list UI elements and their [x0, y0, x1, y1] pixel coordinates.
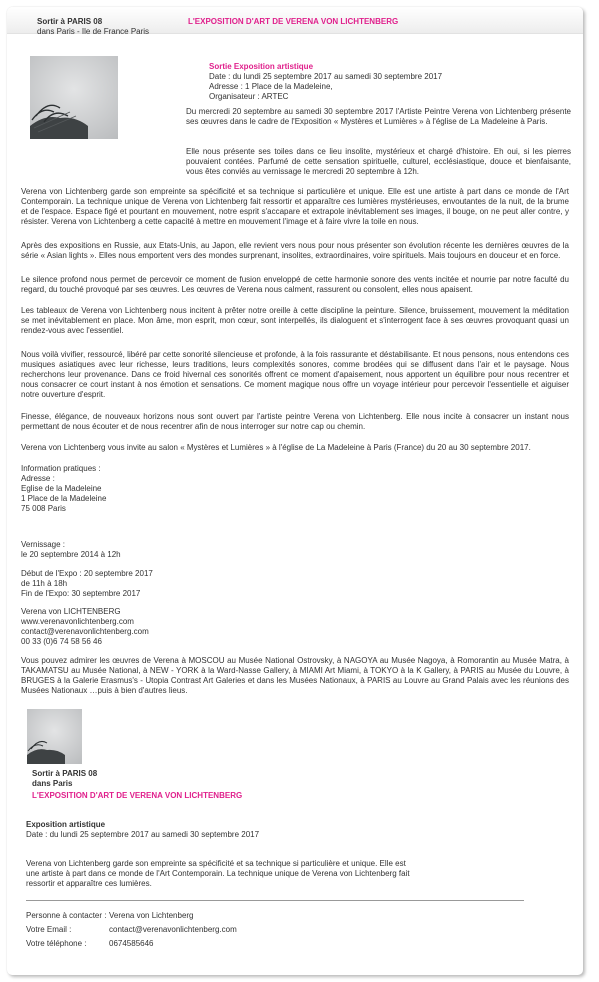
summary-text-line: ressortir et apparaître ces lumières.	[26, 879, 152, 888]
body-paragraph: Verena von Lichtenberg garde son empreinte sa spécificité et sa technique si particulière et unique. Elle est une artiste à part dans ce monde de l'Art Contemporain. La technique unique de Verena von Lichtenberg fait ressortir et apparaître ces lumières mystérieuses, envoutantes de la nuit, de la brume et de l'espace. Espace figé et pourtant en mouvement, notre esprit s'accapare et extrapole inévitablement ses images, il bouge, on ne peut aller contre, y résister. Verena von Lichtenberg a cette capacité à mettre en mouvement l'image et à faire vivre la toile en nous.	[21, 187, 569, 226]
body-paragraph: Verena von Lichtenberg vous invite au salon « Mystères et Lumières » à l'église de La Madeleine à Paris (France) du 20 au 30 septembre 2017.	[21, 443, 531, 452]
summary-header	[32, 769, 97, 789]
footer-phone: 0674585646	[109, 939, 154, 948]
header-category: Sortir à PARIS 08	[37, 17, 103, 26]
event-address: Adresse : 1 Place de la Madeleine,	[209, 82, 333, 91]
expo-dates	[21, 569, 153, 599]
vernissage-label: Vernissage :	[21, 540, 66, 549]
venue-name: Eglise de la Madeleine	[21, 484, 102, 493]
vernissage-date: le 20 septembre 2014 à 12h	[21, 550, 121, 559]
body-paragraph: Les tableaux de Verena von Lichtenberg nous incitent à prêter notre oreille à cette discipline la peinture. Silence, bruissement, mouvement la méditation se met inévitablement en place. Mon âme, mon esprit, mon cœur, sont interpellés, ils dialoguent et s'interrogent face à ses œuvres provoquant quasi un rendez-vous avec l'essentiel.	[21, 306, 569, 335]
artwork-image	[30, 56, 118, 139]
contact-name: Verena von LICHTENBERG	[21, 607, 121, 616]
summary-text-line: une artiste à part dans ce monde de l'Art Contemporain. La technique unique de Verena von Lichtenberg fait	[26, 869, 410, 878]
expo-start: Début de l'Expo : 20 septembre 2017	[21, 569, 153, 578]
body-paragraph: Nous voilà vivifier, ressourcé, libéré par cette sonorité silencieuse et profonde, à la fois rassurante et déstabilisante. Et nous pensons, nous entendons ces musiques asiatiques avec leur richesse, leurs traditions, leurs complexités sonores, comme brodées qui se diffusent dans l'air et le paysage. Nous recherchons leur provenance. Dans ce froid hivernal ces sonorités offrent ce moment d'apaisement, nous apportent un équilibre pour nous recentrer et nous consacrer ce court instant à nos émotion et sensations. Ce moment magique nous offre un voyage intérieur pour percevoir l'essentielle et aiguiser notre ouverture d'esprit.	[21, 350, 569, 399]
contact-values	[109, 909, 237, 951]
venue-street: 1 Place de la Madeleine	[21, 494, 107, 503]
practical-info	[21, 464, 106, 514]
header-location: dans Paris - Ile de France Paris	[37, 27, 150, 36]
event-organizer: Organisateur : ARTEC	[209, 92, 289, 101]
venue-city: 75 008 Paris	[21, 504, 66, 513]
contact-block	[21, 607, 149, 647]
summary-text-line: Verena von Lichtenberg garde son empreinte sa spécificité et sa technique si particulière et unique. Elle est	[26, 859, 406, 868]
summary-type: Exposition artistique	[26, 820, 106, 829]
person-name: Verena von Lichtenberg	[109, 911, 194, 920]
summary-title: L'EXPOSITION D'ART DE VERENA VON LICHTENBERG	[32, 791, 243, 800]
summary-location: dans Paris	[32, 779, 73, 788]
footer-email-label: Votre Email :	[26, 925, 72, 934]
event-date: Date : du lundi 25 septembre 2017 au samedi 30 septembre 2017	[209, 72, 443, 81]
event-type: Sortie Exposition artistique	[209, 62, 314, 71]
intro-paragraph-2: Elle nous présente ses toiles dans ce lieu insolite, mystérieux et chargé d'histoire. Eh oui, si les pierres pouvaient contées. Parfumé de cette sensation spirituelle, culturel, ecclésiastique, douce et bienfaisante, vous êtes conviés au vernissage le mercredi 20 septembre à 12h.	[186, 147, 571, 176]
practical-heading: Information pratiques :	[21, 464, 101, 473]
contact-labels	[26, 909, 107, 951]
event-details	[209, 62, 442, 102]
expo-end: Fin de l'Expo: 30 septembre 2017	[21, 589, 141, 598]
contact-phone: 00 33 (0)6 74 58 56 46	[21, 637, 102, 646]
address-label: Adresse :	[21, 474, 55, 483]
header-title: L'EXPOSITION D'ART DE VERENA VON LICHTENBERG	[188, 17, 399, 26]
email-link[interactable]: contact@verenavonlichtenberg.com	[21, 627, 149, 636]
summary-text	[26, 859, 410, 889]
person-label: Personne à contacter :	[26, 911, 107, 920]
expo-hours: de 11h à 18h	[21, 579, 68, 588]
body-paragraph: Finesse, élégance, de nouveaux horizons nous sont ouvert par l'artiste peintre Verena von Lichtenberg. Elle nous incite à consacrer un instant nous permettant de nous écouter et de nous recentrer afin de nous interroger sur notre cap ou chemin.	[21, 412, 569, 431]
header-bar	[7, 7, 583, 34]
summary-category: Sortir à PARIS 08	[32, 769, 98, 778]
artwork-thumbnail[interactable]	[27, 709, 82, 764]
footer-phone-label: Votre téléphone :	[26, 939, 87, 948]
vernissage-info	[21, 540, 121, 560]
museums-paragraph: Vous pouvez admirer les œuvres de Verena à MOSCOU au Musée National Ostrovsky, à NAGOYA au Musée Nagoya, à Romorantin au Musée Matra, à TAKAMATSU au Musée National, à NEW - YORK à la Ward-Nasse Gallery, à MIAMI Art Miami, à TOKYO à la K Gallery, à PARIS au Musée du Louvre, à BRUGES à la Galerie Erasmus's - Utopia Contrast Art Galeries et dans les Musées Nationaux, à PARIS au Louvre au Grand Palais avec les réunions des Musées Nationaux …puis à bien d'autres lieus.	[21, 656, 569, 695]
article-card	[7, 7, 583, 975]
divider	[26, 900, 524, 901]
body-paragraph: Après des expositions en Russie, aux Etats-Unis, au Japon, elle revient vers nous pour nous présenter son évolution récente les dernières œuvres de la série « Asian lights ». Elles nous emportent vers des mondes surprenant, insolites, extraordinaires, voire spirituels. Mais toujours en douceur et en force.	[21, 241, 569, 260]
website-link[interactable]: www.verenavonlichtenberg.com	[21, 617, 134, 626]
summary-date: Date : du lundi 25 septembre 2017 au samedi 30 septembre 2017	[26, 830, 260, 839]
footer-email-link[interactable]: contact@verenavonlichtenberg.com	[109, 925, 237, 934]
intro-paragraph-1: Du mercredi 20 septembre au samedi 30 septembre 2017 l'Artiste Peintre Verena von Lichtenberg présente ses œuvres dans le cadre de l'Exposition « Mystères et Lumières » à l'église de La Madeleine à Paris.	[186, 107, 571, 126]
body-paragraph: Le silence profond nous permet de percevoir ce moment de fusion enveloppé de cette harmonie sonore des vents incitée et nourrie par notre faculté du regard, du touché provoqué par ses œuvres. Les œuvres de Verena nous calment, rassurent ou consolent, elles nous apaisent.	[21, 275, 569, 294]
summary-event	[26, 820, 259, 840]
